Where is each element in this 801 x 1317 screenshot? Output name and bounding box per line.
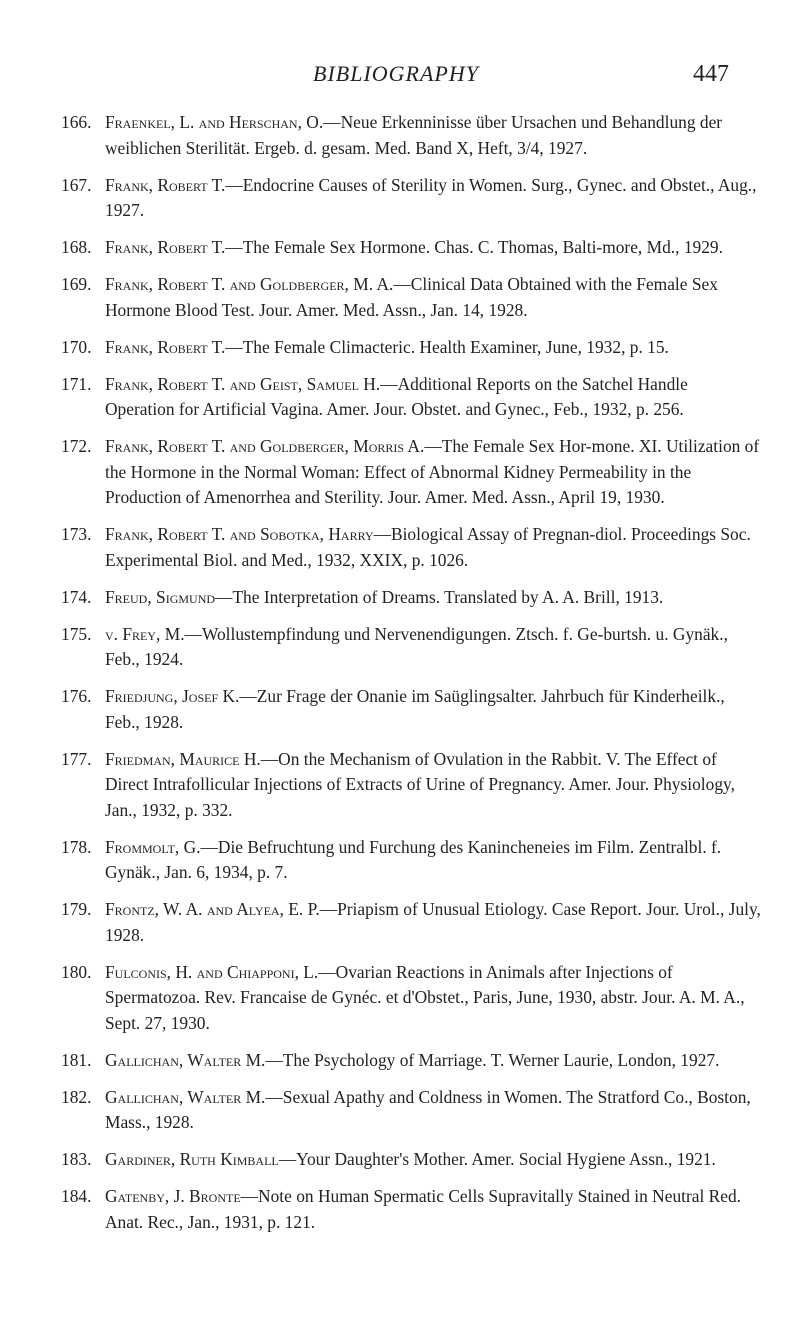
bibliography-entry-170 (61, 335, 761, 361)
entry-number: 175. (61, 623, 92, 644)
bibliography-entry-173 (61, 522, 761, 573)
entry-author: Fulconis, H. and Chiapponi, L. (105, 961, 319, 982)
entry-number: 182. (61, 1086, 92, 1107)
entry-author: Frontz, W. A. and Alyea, E. P. (105, 899, 320, 919)
entry-author: Frank, Robert T. and Sobotka, Harry (105, 524, 374, 544)
entry-number: 177. (61, 748, 92, 769)
entry-text: —On the Mechanism of Ovulation in the Rabbit. V. The Effect of Direct Intrafollicular Injections of Extracts of Urine of Pregnancy. Amer. Jour. Physiology, Jan., 1932, p. 332. (105, 748, 735, 820)
entry-number: 174. (61, 586, 92, 607)
bibliography-entry-184 (61, 1184, 761, 1235)
entry-number: 184. (61, 1186, 92, 1206)
bibliography-entry-183 (61, 1147, 761, 1173)
entry-text: —Additional Reports on the Satchel Handle Operation for Artificial Vagina. Amer. Jour. Obstet. and Gynec., Feb., 1932, p. 256. (105, 373, 688, 419)
entry-author: Frank, Robert T. and Goldberger, M. A. (105, 274, 394, 294)
bibliography-entry-168 (61, 235, 761, 261)
entry-author: Fraenkel, L. and Herschan, O. (105, 112, 324, 132)
entry-author: v. Frey, M. (105, 623, 185, 644)
entry-author: Frank, Robert T. and Geist, Samuel H. (105, 373, 381, 394)
entry-number: 180. (61, 961, 92, 982)
entry-text: —Wollustempfindung und Nervenendigungen. Ztsch. f. Ge-burtsh. u. Gynäk., Feb., 1924. (105, 623, 728, 669)
entry-author: Frank, Robert T. (105, 237, 226, 257)
running-head (0, 58, 801, 90)
entry-text: —Priapism of Unusual Etiology. Case Report. Jour. Urol., July, 1928. (105, 899, 761, 945)
entry-author: Friedjung, Josef K. (105, 686, 240, 706)
bibliography-entry-166 (61, 110, 761, 161)
bibliography-entry-182 (61, 1085, 761, 1136)
entry-number: 168. (61, 237, 92, 257)
entry-author: Frommolt, G. (105, 836, 201, 857)
bibliography-entry-171 (61, 372, 761, 423)
entry-text: —Endocrine Causes of Sterility in Women. Surg., Gynec. and Obstet., Aug., 1927. (105, 174, 757, 220)
entry-number: 172. (61, 436, 92, 456)
entry-text: —Biological Assay of Pregnan-diol. Proceedings Soc. Experimental Biol. and Med., 1932, XXIX, p. 1026. (105, 524, 751, 570)
entry-text: —Sexual Apathy and Coldness in Women. The Stratford Co., Boston, Mass., 1928. (105, 1086, 751, 1132)
entry-author: Freud, Sigmund (105, 586, 216, 607)
entry-number: 176. (61, 686, 92, 706)
entry-text: —Ovarian Reactions in Animals after Injections of Spermatozoa. Rev. Francaise de Gynéc. et d'Obstet., Paris, June, 1930, abstr. Jour. A. M. A., Sept. 27, 1930. (105, 961, 745, 1033)
entry-author: Frank, Robert T. (105, 336, 226, 357)
entry-text: —The Female Sex Hormone. Chas. C. Thomas, Balti-more, Md., 1929. (225, 237, 723, 257)
bibliography-entry-177 (61, 747, 761, 824)
entry-author: Gatenby, J. Bronte (105, 1186, 241, 1206)
bibliography-entry-179 (61, 897, 761, 948)
entry-text: —The Female Sex Hor-mone. XI. Utilization of the Hormone in the Normal Woman: Effect of Abnormal Kidney Permeability in the Production of Amenorrhea and Sterility. Jour. Amer. Med. Assn., April 19, 1930. (105, 436, 760, 507)
entry-number: 179. (61, 899, 92, 919)
entry-number: 167. (61, 174, 92, 195)
entry-text: —Your Daughter's Mother. Amer. Social Hygiene Assn., 1921. (278, 1149, 716, 1169)
entry-author: Gallichan, Walter M. (105, 1086, 266, 1107)
entry-number: 178. (61, 836, 92, 857)
entry-text: —Neue Erkenninisse über Ursachen und Behandlung der weiblichen Sterilität. Ergeb. d. gesam. Med. Band X, Heft, 3/4, 1927. (105, 112, 723, 158)
bibliography-list (61, 110, 761, 1247)
bibliography-entry-176 (61, 684, 761, 735)
entry-text: —The Psychology of Marriage. T. Werner Laurie, London, 1927. (265, 1049, 720, 1070)
entry-text: —Note on Human Spermatic Cells Supravitally Stained in Neutral Red. Anat. Rec., Jan., 1931, p. 121. (105, 1186, 742, 1232)
entry-author: Frank, Robert T. (105, 174, 226, 195)
entry-number: 169. (61, 274, 92, 294)
entry-author: Gallichan, Walter M. (105, 1049, 266, 1070)
page-number: 447 (693, 61, 729, 87)
bibliography-entry-180 (61, 960, 761, 1037)
entry-number: 170. (61, 336, 92, 357)
bibliography-entry-181 (61, 1048, 761, 1074)
entry-author: Gardiner, Ruth Kimball (105, 1149, 279, 1169)
entry-text: —Clinical Data Obtained with the Female Sex Hormone Blood Test. Jour. Amer. Med. Assn., Jan. 14, 1928. (105, 274, 718, 320)
bibliography-entry-175 (61, 622, 761, 673)
bibliography-entry-172 (61, 434, 761, 511)
bibliography-entry-167 (61, 173, 761, 224)
entry-number: 173. (61, 524, 92, 544)
entry-text: —The Female Climacteric. Health Examiner, June, 1932, p. 15. (225, 336, 669, 357)
entry-text: —Zur Frage der Onanie im Saüglingsalter. Jahrbuch für Kinderheilk., Feb., 1928. (105, 686, 725, 732)
bibliography-entry-169 (61, 272, 761, 323)
entry-number: 183. (61, 1149, 92, 1169)
entry-number: 171. (61, 373, 92, 394)
entry-text: —Die Befruchtung und Furchung des Kanincheneies im Film. Zentralbl. f. Gynäk., Jan. 6, 1934, p. 7. (105, 836, 722, 882)
entry-number: 181. (61, 1049, 92, 1070)
entry-number: 166. (61, 112, 92, 132)
running-title: BIBLIOGRAPHY (313, 61, 479, 86)
entry-author: Friedman, Maurice H. (105, 748, 261, 769)
entry-text: —The Interpretation of Dreams. Translated by A. A. Brill, 1913. (215, 586, 664, 607)
bibliography-entry-178 (61, 835, 761, 886)
entry-author: Frank, Robert T. and Goldberger, Morris A. (105, 436, 425, 456)
bibliography-entry-174 (61, 585, 761, 611)
